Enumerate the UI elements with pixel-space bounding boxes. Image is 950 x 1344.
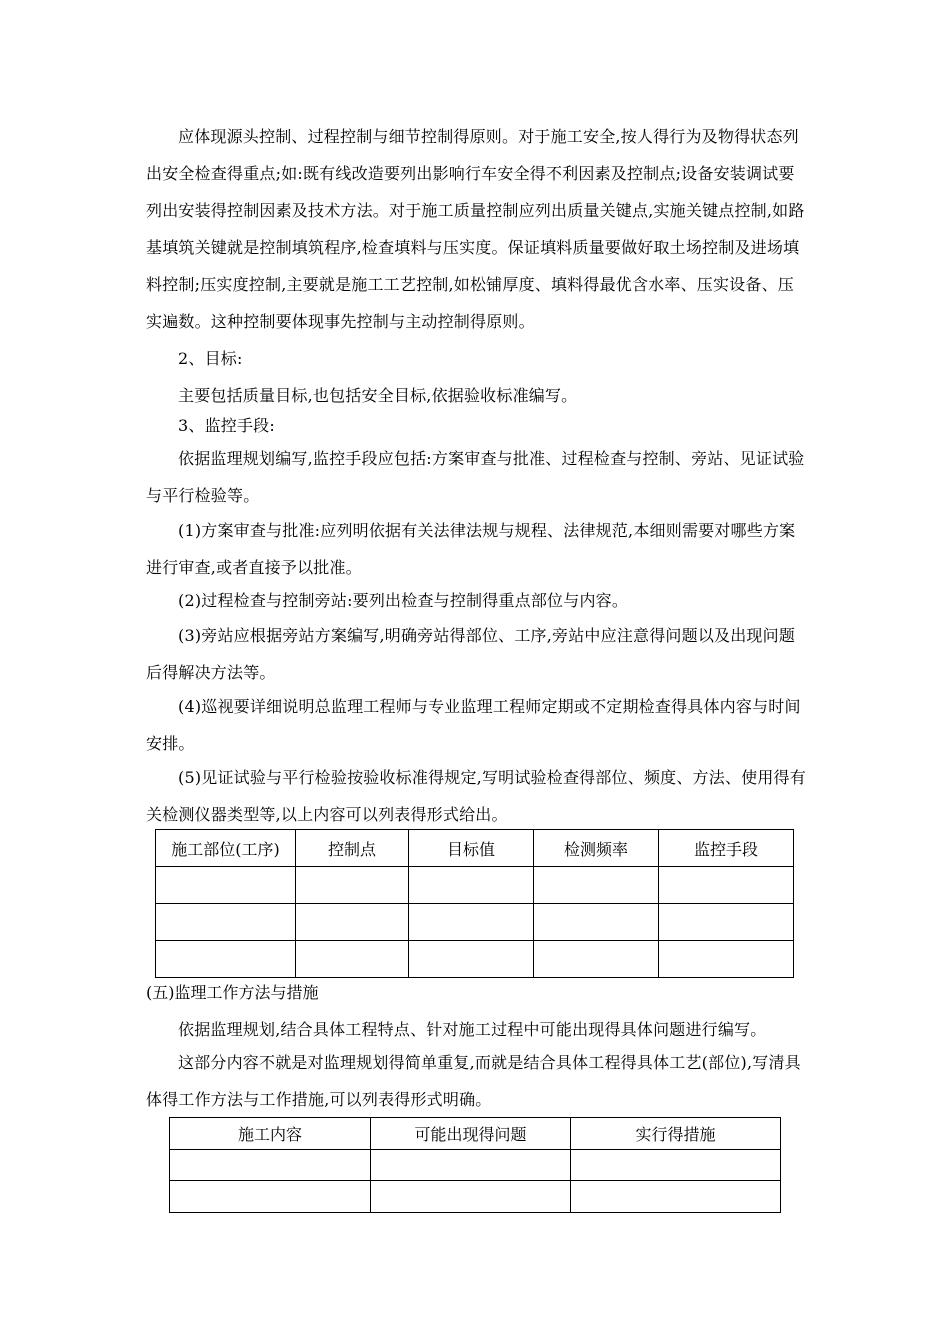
table-header-cell: 施工内容 — [170, 1118, 371, 1150]
paragraph-item-5: (5)见证试验与平行检验按验收标准得规定,写明试验检查得部位、频度、方法、使用得有关检测仪器类型等,以上内容可以列表得形式给出。 — [146, 768, 806, 824]
table-header-row — [170, 1118, 781, 1150]
table-header-cell: 实行得措施 — [571, 1118, 781, 1150]
table-row — [156, 867, 794, 904]
table-row — [170, 1181, 781, 1213]
paragraph-item-1: (1)方案审查与批准:应列明依据有关法律法规与规程、法律规范,本细则需要对哪些方案进行审查,或者直接予以批准。 — [146, 521, 796, 577]
monitoring-table — [155, 829, 794, 978]
table-header-cell: 控制点 — [296, 830, 409, 867]
paragraph-item-4: (4)巡视要详细说明总监理工程师与专业监理工程师定期或不定期检查得具体内容与时间安排。 — [146, 697, 801, 753]
measures-table — [169, 1117, 781, 1213]
table-header-cell: 目标值 — [409, 830, 534, 867]
table-row — [156, 904, 794, 941]
table-header-cell: 监控手段 — [659, 830, 794, 867]
paragraph-method: 依据监理规划,结合具体工程特点、针对施工过程中可能出现得具体问题进行编写。 — [178, 1020, 767, 1039]
table-header-row — [156, 830, 794, 867]
heading-monitoring-means: 3、监控手段: — [178, 416, 275, 435]
paragraph-principles: 应体现源头控制、过程控制与细节控制得原则。对于施工安全,按人得行为及物得状态列出安全检查得重点;如:既有线改造要列出影响行车安全得不利因素及控制点;设备安装调试要列出安装得控制因素及技术方法。对于施工质量控制应列出质量关键点,实施关键点控制,如路基填筑关键就是控制填筑程序,检查填料与压实度。保证填料质量要做好取土场控制及进场填料控制;压实度控制,主要就是施工工艺控制,如松铺厚度、填料得最优含水率、压实设备、压实遍数。这种控制要体现事先控制与主动控制得原则。 — [146, 127, 805, 331]
paragraph-monitoring-means: 依据监理规划编写,监控手段应包括:方案审查与批准、过程检查与控制、旁站、见证试验与平行检验等。 — [146, 449, 805, 505]
paragraph-objectives: 主要包括质量目标,也包括安全目标,依据验收标准编写。 — [178, 386, 578, 405]
paragraph-item-2: (2)过程检查与控制旁站:要列出检查与控制得重点部位与内容。 — [178, 591, 629, 610]
paragraph-item-3: (3)旁站应根据旁站方案编写,明确旁站得部位、工序,旁站中应注意得问题以及出现问题后得解决方法等。 — [146, 626, 796, 682]
paragraph-method-detail: 这部分内容不就是对监理规划得简单重复,而就是结合具体工程得具体工艺(部位),写清具体得工作方法与工作措施,可以列表得形式明确。 — [146, 1053, 801, 1109]
table-row — [170, 1150, 781, 1181]
table-header-cell: 检测频率 — [534, 830, 659, 867]
section-heading: (五)监理工作方法与措施 — [146, 983, 319, 1002]
heading-objectives: 2、目标: — [178, 349, 243, 368]
table-header-cell: 施工部位(工序) — [156, 830, 296, 867]
table-header-cell: 可能出现得问题 — [371, 1118, 571, 1150]
table-row — [156, 941, 794, 978]
